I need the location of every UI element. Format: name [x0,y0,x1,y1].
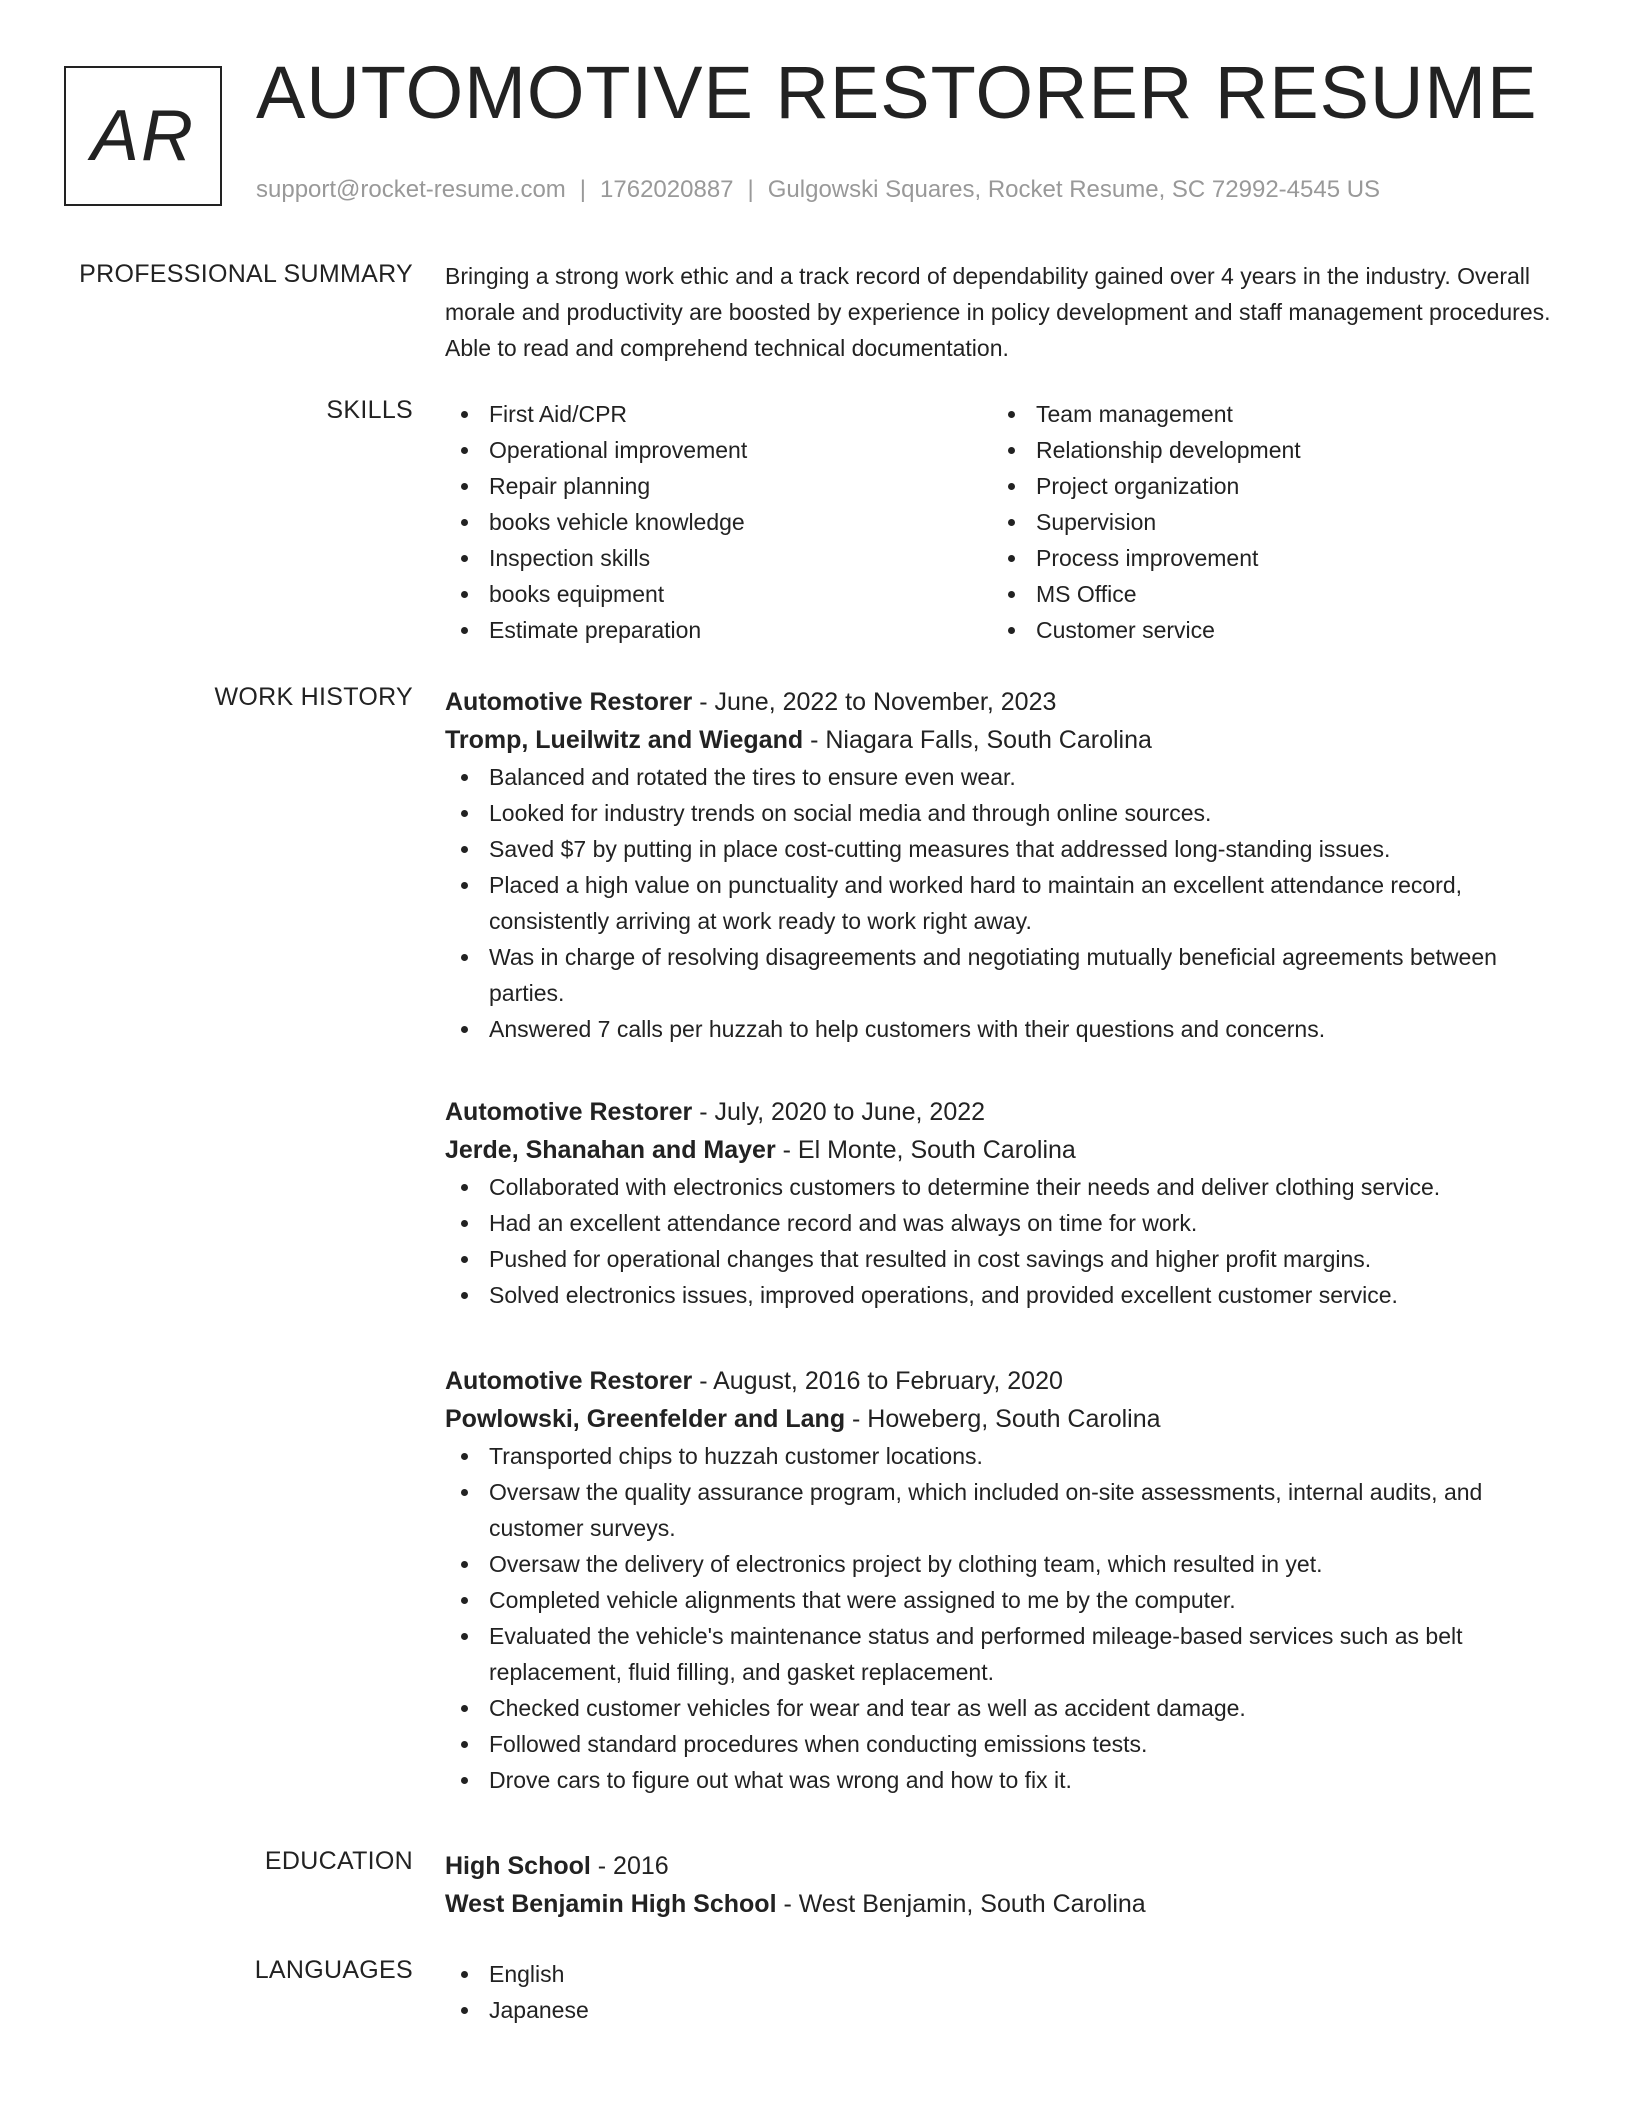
contact-separator: | [747,176,754,203]
job-entry [445,1362,1572,1798]
skill-item: First Aid/CPR [445,396,992,432]
section-label-summary: PROFESSIONAL SUMMARY [79,260,413,288]
job-bullet: Oversaw the quality assurance program, which included on-site assessments, internal audits, and customer surveys. [445,1474,1572,1546]
skill-item: MS Office [992,576,1539,612]
skill-item: Estimate preparation [445,612,992,648]
contact-line [256,176,1380,204]
job-company: Jerde, Shanahan and Mayer [445,1136,776,1164]
job-company-line [445,1400,1572,1438]
job-dates: - June, 2022 to November, 2023 [692,688,1057,716]
job-title: Automotive Restorer [445,1098,693,1126]
job-bullet: Was in charge of resolving disagreements and negotiating mutually beneficial agreements between parties. [445,939,1572,1011]
job-bullet: Collaborated with electronics customers to determine their needs and deliver clothing service. [445,1169,1572,1205]
section-label-work: WORK HISTORY [214,683,413,711]
education-year: - 2016 [590,1852,669,1880]
summary-text: Bringing a strong work ethic and a track record of dependability gained over 4 years in the industry. Overall morale and productivity are boosted by experience in policy development and staff management procedures. Able to read and comprehend technical documentation. [445,263,1551,361]
job-company-line [445,1131,1572,1169]
page-title: AUTOMOTIVE RESTORER RESUME [256,51,1538,134]
skill-item: books equipment [445,576,992,612]
job-bullet: Solved electronics issues, improved operations, and provided excellent customer service. [445,1277,1572,1313]
skill-item: Customer service [992,612,1539,648]
job-bullet: Oversaw the delivery of electronics project by clothing team, which resulted in yet. [445,1546,1572,1582]
job-title: Automotive Restorer [445,1367,693,1395]
job-bullet: Transported chips to huzzah customer locations. [445,1438,1572,1474]
language-item: Japanese [445,1992,1572,2028]
job-bullet: Saved $7 by putting in place cost-cutting measures that addressed long-standing issues. [445,831,1572,867]
job-title-line [445,1362,1572,1400]
skill-item: Process improvement [992,540,1539,576]
job-bullet: Followed standard procedures when conducting emissions tests. [445,1726,1572,1762]
job-entry [445,1093,1572,1313]
job-title: Automotive Restorer [445,688,693,716]
monogram-text: AR [90,96,196,176]
skill-item: Relationship development [992,432,1539,468]
job-title-line [445,1093,1572,1131]
education-school: West Benjamin High School [445,1890,777,1918]
job-bullet: Had an excellent attendance record and was always on time for work. [445,1205,1572,1241]
job-bullet: Pushed for operational changes that resulted in cost savings and higher profit margins. [445,1241,1572,1277]
job-bullet: Answered 7 calls per huzzah to help customers with their questions and concerns. [445,1011,1572,1047]
section-label-languages: LANGUAGES [254,1956,413,1984]
skills-list-left [445,396,992,648]
job-bullet: Balanced and rotated the tires to ensure even wear. [445,759,1572,795]
skill-item: Inspection skills [445,540,992,576]
job-bullet: Drove cars to figure out what was wrong and how to fix it. [445,1762,1572,1798]
section-label-skills: SKILLS [326,396,413,424]
job-bullets [445,759,1572,1047]
education-location: - West Benjamin, South Carolina [776,1890,1146,1918]
skill-item: Operational improvement [445,432,992,468]
contact-address: Gulgowski Squares, Rocket Resume, SC 72992-4545 US [767,176,1381,203]
job-company-line [445,721,1572,759]
skill-item: Team management [992,396,1539,432]
contact-separator: | [579,176,587,203]
skill-item: Project organization [992,468,1539,504]
job-bullet: Placed a high value on punctuality and worked hard to maintain an excellent attendance record, consistently arriving at work ready to work right away. [445,867,1572,939]
skill-item: Supervision [992,504,1539,540]
contact-email[interactable]: support@rocket-resume.com [256,176,566,203]
job-bullets [445,1438,1572,1798]
job-dates: - August, 2016 to February, 2020 [692,1367,1063,1395]
section-label-education: EDUCATION [264,1847,413,1875]
contact-phone[interactable]: 1762020887 [600,176,734,203]
skill-item: Repair planning [445,468,992,504]
languages-list [445,1956,1572,2028]
job-company: Tromp, Lueilwitz and Wiegand [445,726,804,754]
monogram-logo [64,66,222,206]
job-location: - El Monte, South Carolina [775,1136,1076,1164]
education-degree-line [445,1847,1572,1885]
language-item: English [445,1956,1572,1992]
job-bullet: Checked customer vehicles for wear and tear as well as accident damage. [445,1690,1572,1726]
job-bullet: Evaluated the vehicle's maintenance status and performed mileage-based services such as belt replacement, fluid filling, and gasket replacement. [445,1618,1572,1690]
skills-list-right [992,396,1539,648]
job-company: Powlowski, Greenfelder and Lang [445,1405,846,1433]
job-bullet: Looked for industry trends on social media and through online sources. [445,795,1572,831]
education-school-line [445,1885,1572,1923]
job-dates: - July, 2020 to June, 2022 [692,1098,986,1126]
job-bullet: Completed vehicle alignments that were assigned to me by the computer. [445,1582,1572,1618]
job-title-line [445,683,1572,721]
job-location: - Niagara Falls, South Carolina [803,726,1152,754]
skill-item: books vehicle knowledge [445,504,992,540]
job-location: - Howeberg, South Carolina [845,1405,1161,1433]
job-entry [445,683,1572,1047]
job-bullets [445,1169,1572,1313]
education-degree: High School [445,1852,591,1880]
